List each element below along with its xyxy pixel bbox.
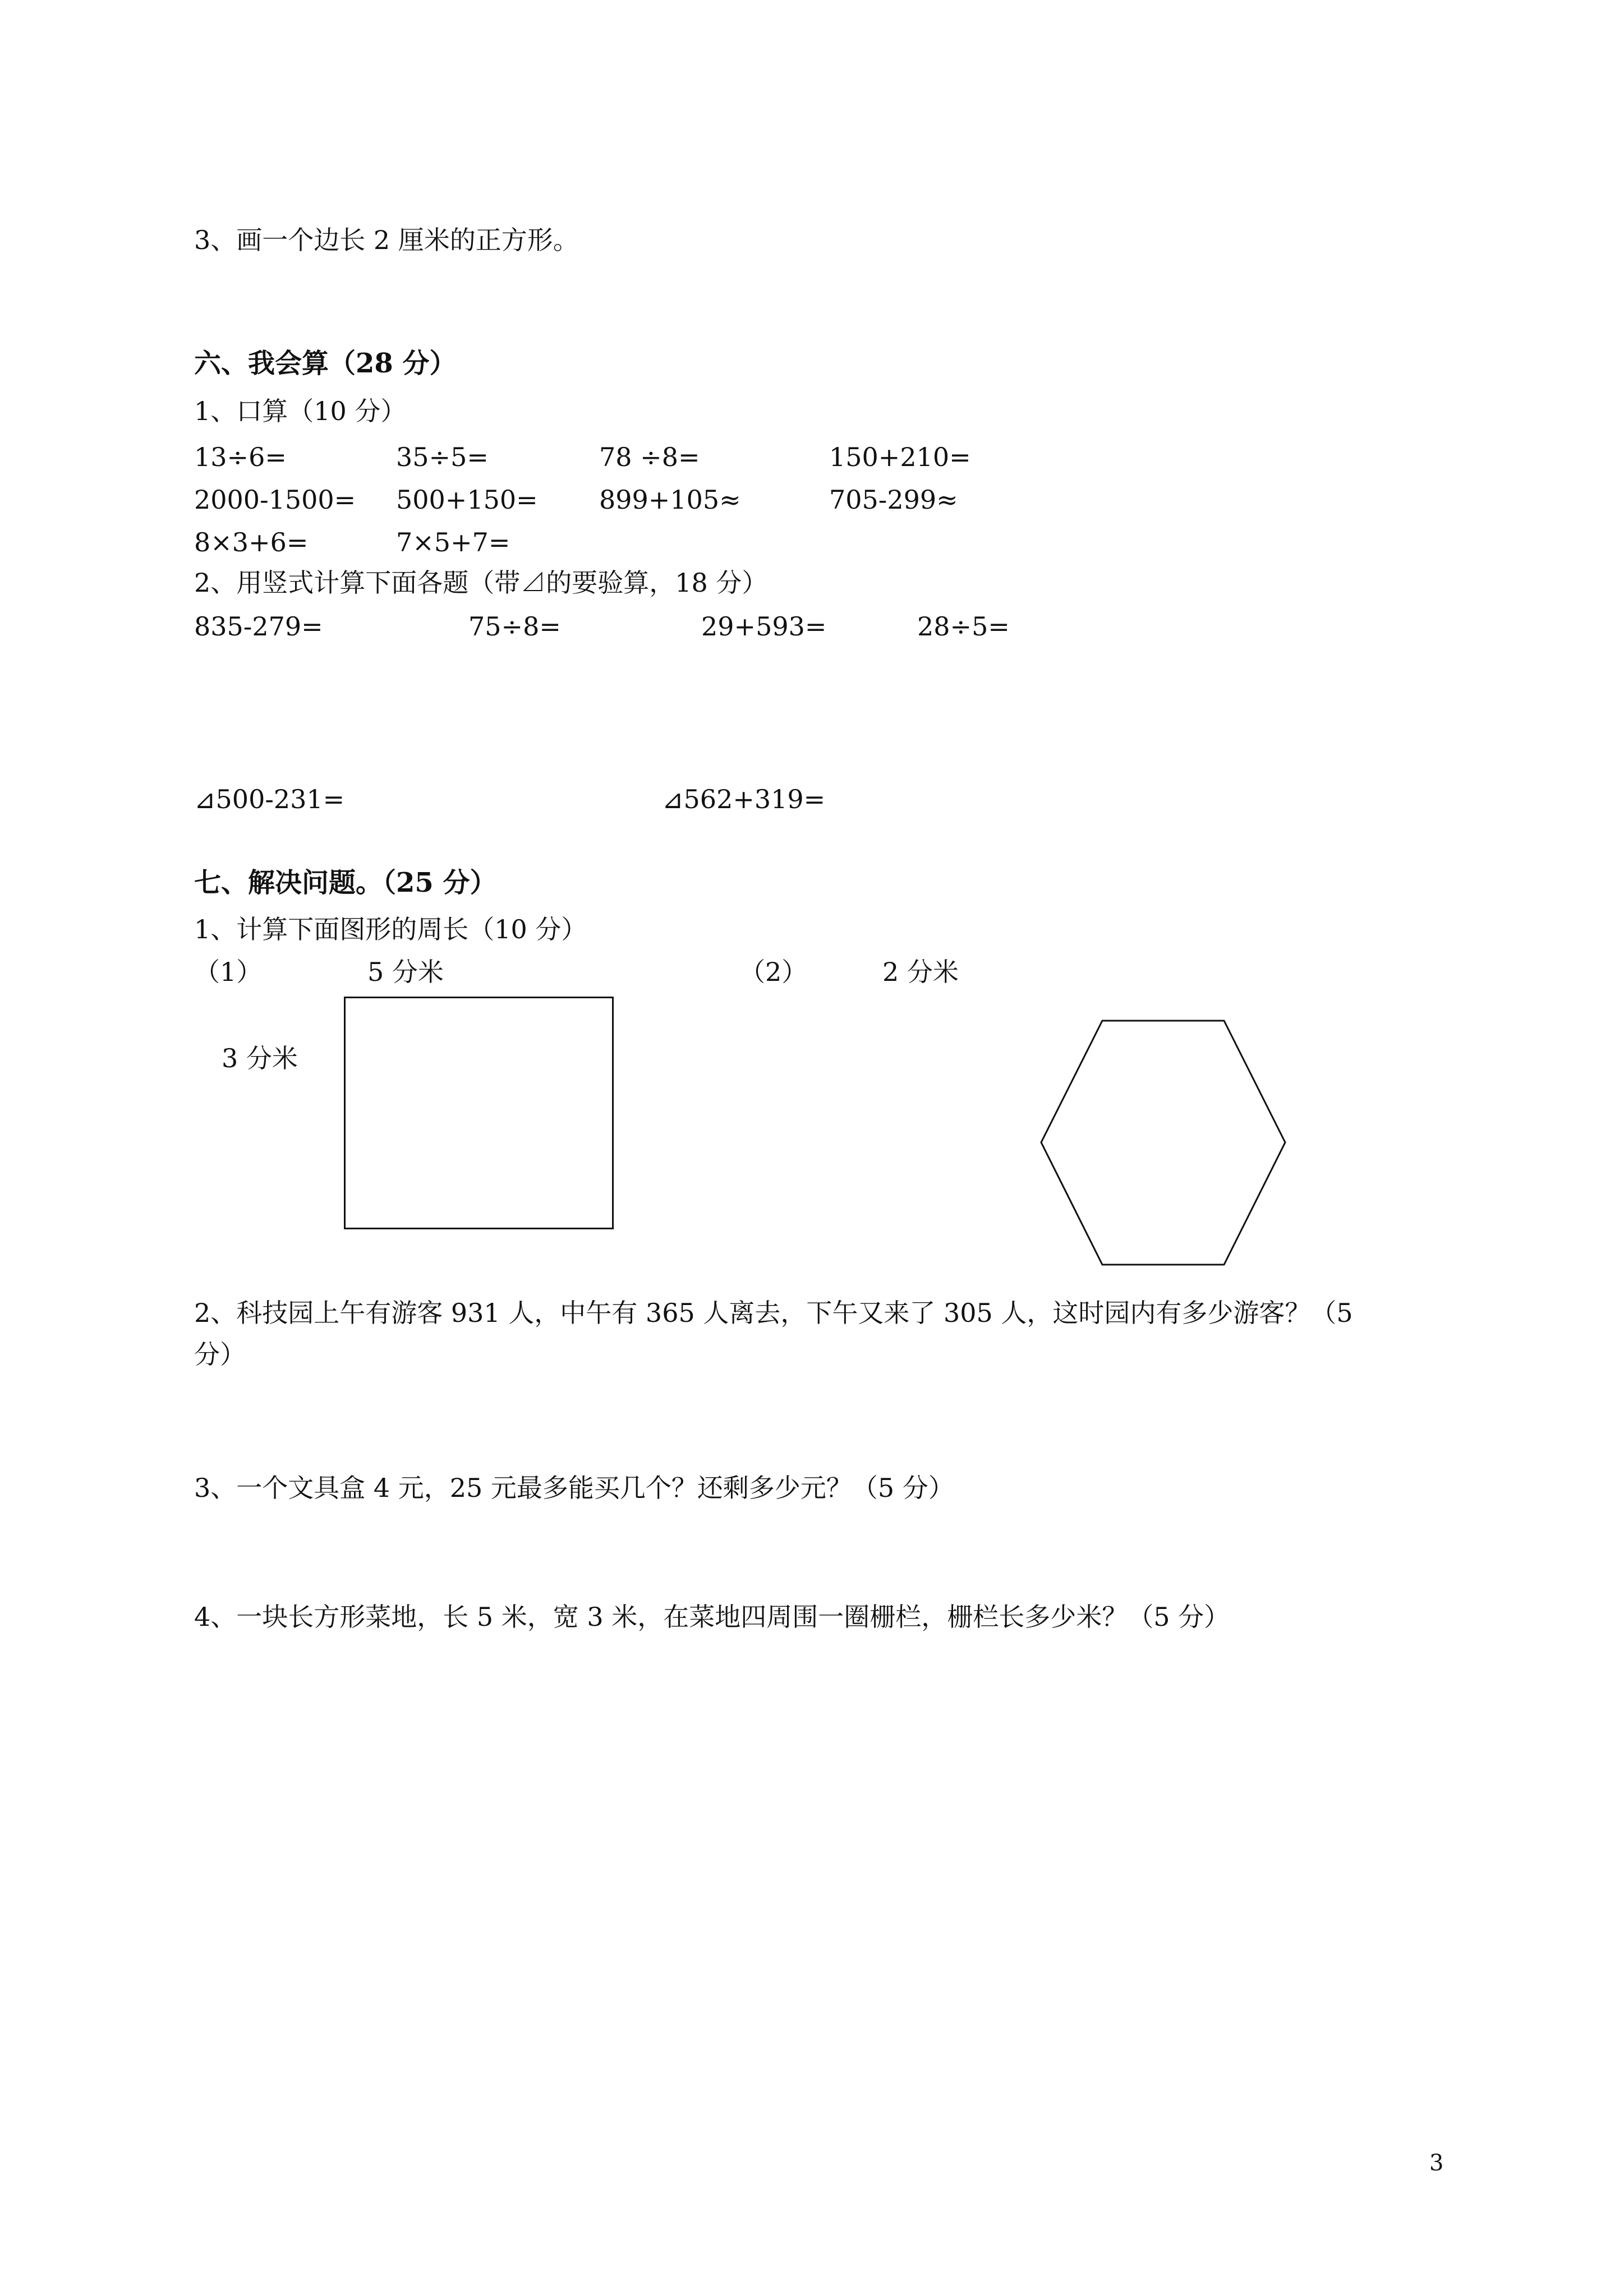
mental-math-item: 78 ÷8= (599, 442, 700, 472)
mental-math-item: 2000-1500= (194, 485, 356, 515)
section6-part2-title: 2、用竖式计算下面各题（带⊿的要验算，18 分） (194, 568, 768, 598)
figure1-side-dimension: 3 分米 (222, 1043, 298, 1073)
section7-part1-title: 1、计算下面图形的周长（10 分） (194, 914, 587, 944)
mental-math-item: 150+210= (829, 442, 971, 472)
problem2-text-line1: 2、科技园上午有游客 931 人，中午有 365 人离去，下午又来了 305 人，这时园内有多少游客？（5 (194, 1298, 1353, 1328)
mental-math-item: 13÷6= (194, 442, 287, 472)
figure1-label: （1） (194, 957, 263, 987)
vertical-calc-item: 29+593= (701, 611, 827, 642)
section6-part1-title: 1、口算（10 分） (194, 396, 407, 426)
section6-title: 六、我会算（28 分） (194, 348, 457, 379)
mental-math-item: 8×3+6= (194, 527, 309, 557)
vertical-calc-check-item: ⊿500-231= (194, 784, 345, 814)
rectangle-figure (344, 997, 614, 1229)
problem4-text: 4、一块长方形菜地，长 5 米，宽 3 米，在菜地四周围一圈栅栏，栅栏长多少米？（5 分） (194, 1602, 1230, 1632)
vertical-calc-item: 835-279= (194, 611, 323, 642)
mental-math-item: 705-299≈ (829, 485, 958, 515)
q5-3-text: 3、画一个边长 2 厘米的正方形。 (194, 225, 579, 255)
problem3-text: 3、一个文具盒 4 元，25 元最多能买几个？还剩多少元？（5 分） (194, 1473, 954, 1503)
mental-math-item: 7×5+7= (396, 527, 510, 557)
figure1-top-dimension: 5 分米 (367, 957, 444, 987)
mental-math-item: 500+150= (396, 485, 538, 515)
figure2-label: （2） (739, 957, 808, 987)
page-number: 3 (1429, 2150, 1444, 2176)
vertical-calc-item: 28÷5= (917, 611, 1010, 642)
hexagon-figure (1038, 1018, 1296, 1276)
vertical-calc-item: 75÷8= (468, 611, 561, 642)
problem2-text-line2: 分） (194, 1339, 246, 1370)
section7-title: 七、解决问题。（25 分） (194, 867, 497, 898)
vertical-calc-check-item: ⊿562+319= (662, 784, 826, 814)
figure2-top-dimension: 2 分米 (882, 957, 959, 987)
mental-math-item: 899+105≈ (599, 485, 741, 515)
mental-math-item: 35÷5= (396, 442, 489, 472)
